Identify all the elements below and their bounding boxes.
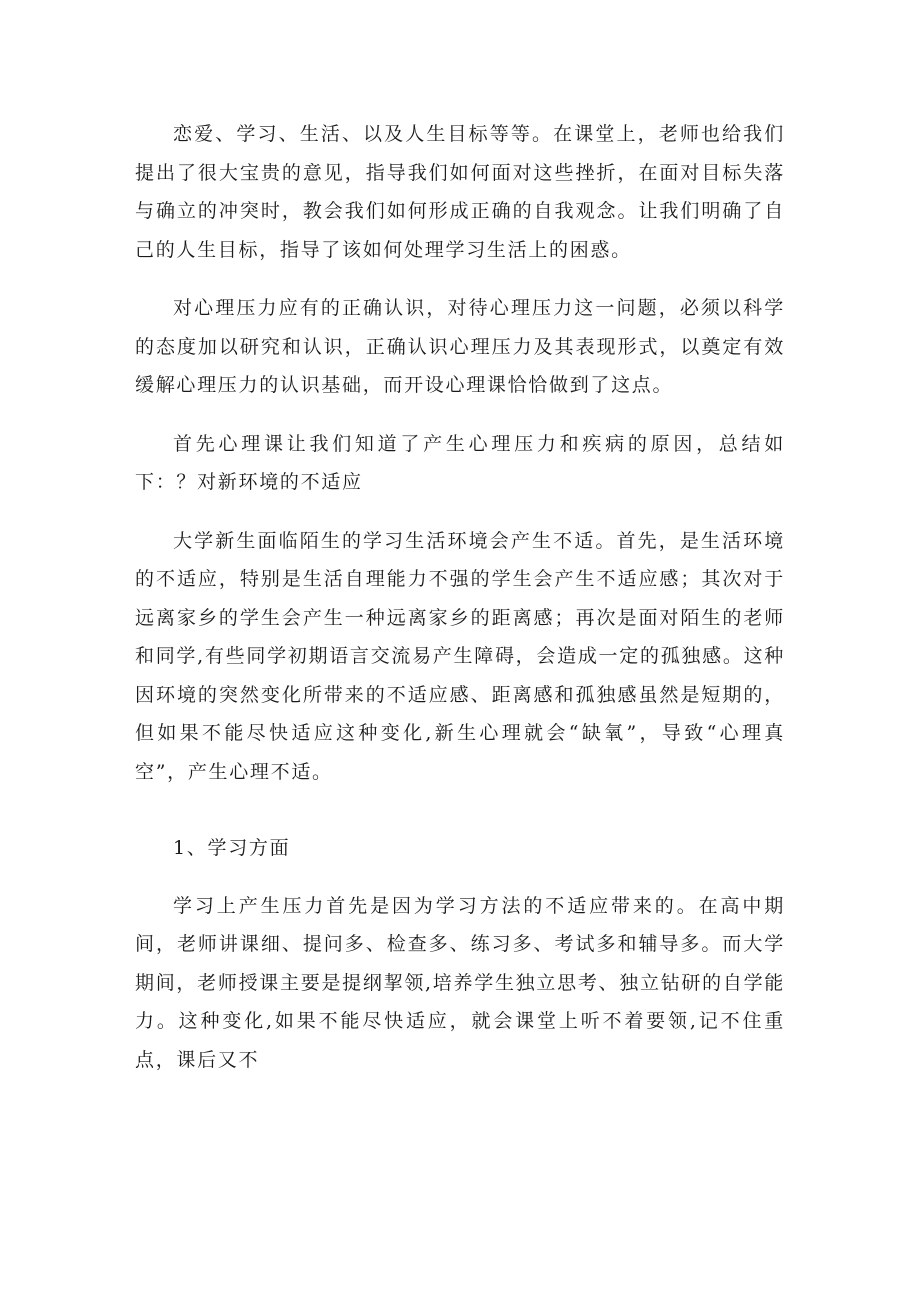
paragraph-pressure-causes: 首先心理课让我们知道了产生心理压力和疾病的原因，总结如下：？对新环境的不适应 [135, 432, 785, 493]
paragraph-pressure-understanding: 对心理压力应有的正确认识，对待心理压力这一问题，必须以科学的态度加以研究和认识，正确认识心理压力及其表现形式，以奠定有效缓解心理压力的认识基础，而开设心理课恰恰做到了这点。 [135, 297, 785, 396]
section-heading-study: 1、学习方面 [173, 837, 291, 859]
paragraph-new-environment: 大学新生面临陌生的学习生活环境会产生不适。首先，是生活环境的不适应，特别是生活自理能力不强的学生会产生不适应感；其次对于远离家乡的学生会产生一种远离家乡的距离感；再次是面对陌生的老师和同学,有些同学初期语言交流易产生障碍，会造成一定的孤独感。这种因环境的突然变化所带来的不适应感、距离感和孤独感虽然是短期的，但如果不能尽快适应这种变化,新生心理就会“缺氧”，导致“心理真空”，产生心理不适。 [135, 529, 785, 783]
paragraph-study-pressure: 学习上产生压力首先是因为学习方法的不适应带来的。在高中期间，老师讲课细、提问多、检查多、练习多、考试多和辅导多。而大学期间，老师授课主要是提纲挈领,培养学生独立思考、独立钻研的自学能力。这种变化,如果不能尽快适应，就会课堂上听不着要领,记不住重点，课后又不 [135, 894, 785, 1071]
paragraph-life-goals: 恋爱、学习、生活、以及人生目标等等。在课堂上，老师也给我们提出了很大宝贵的意见，指导我们如何面对这些挫折，在面对目标失落与确立的冲突时，教会我们如何形成正确的自我观念。让我们明确了自己的人生目标，指导了该如何处理学习生活上的困惑。 [135, 123, 785, 261]
document-body [135, 115, 785, 1079]
